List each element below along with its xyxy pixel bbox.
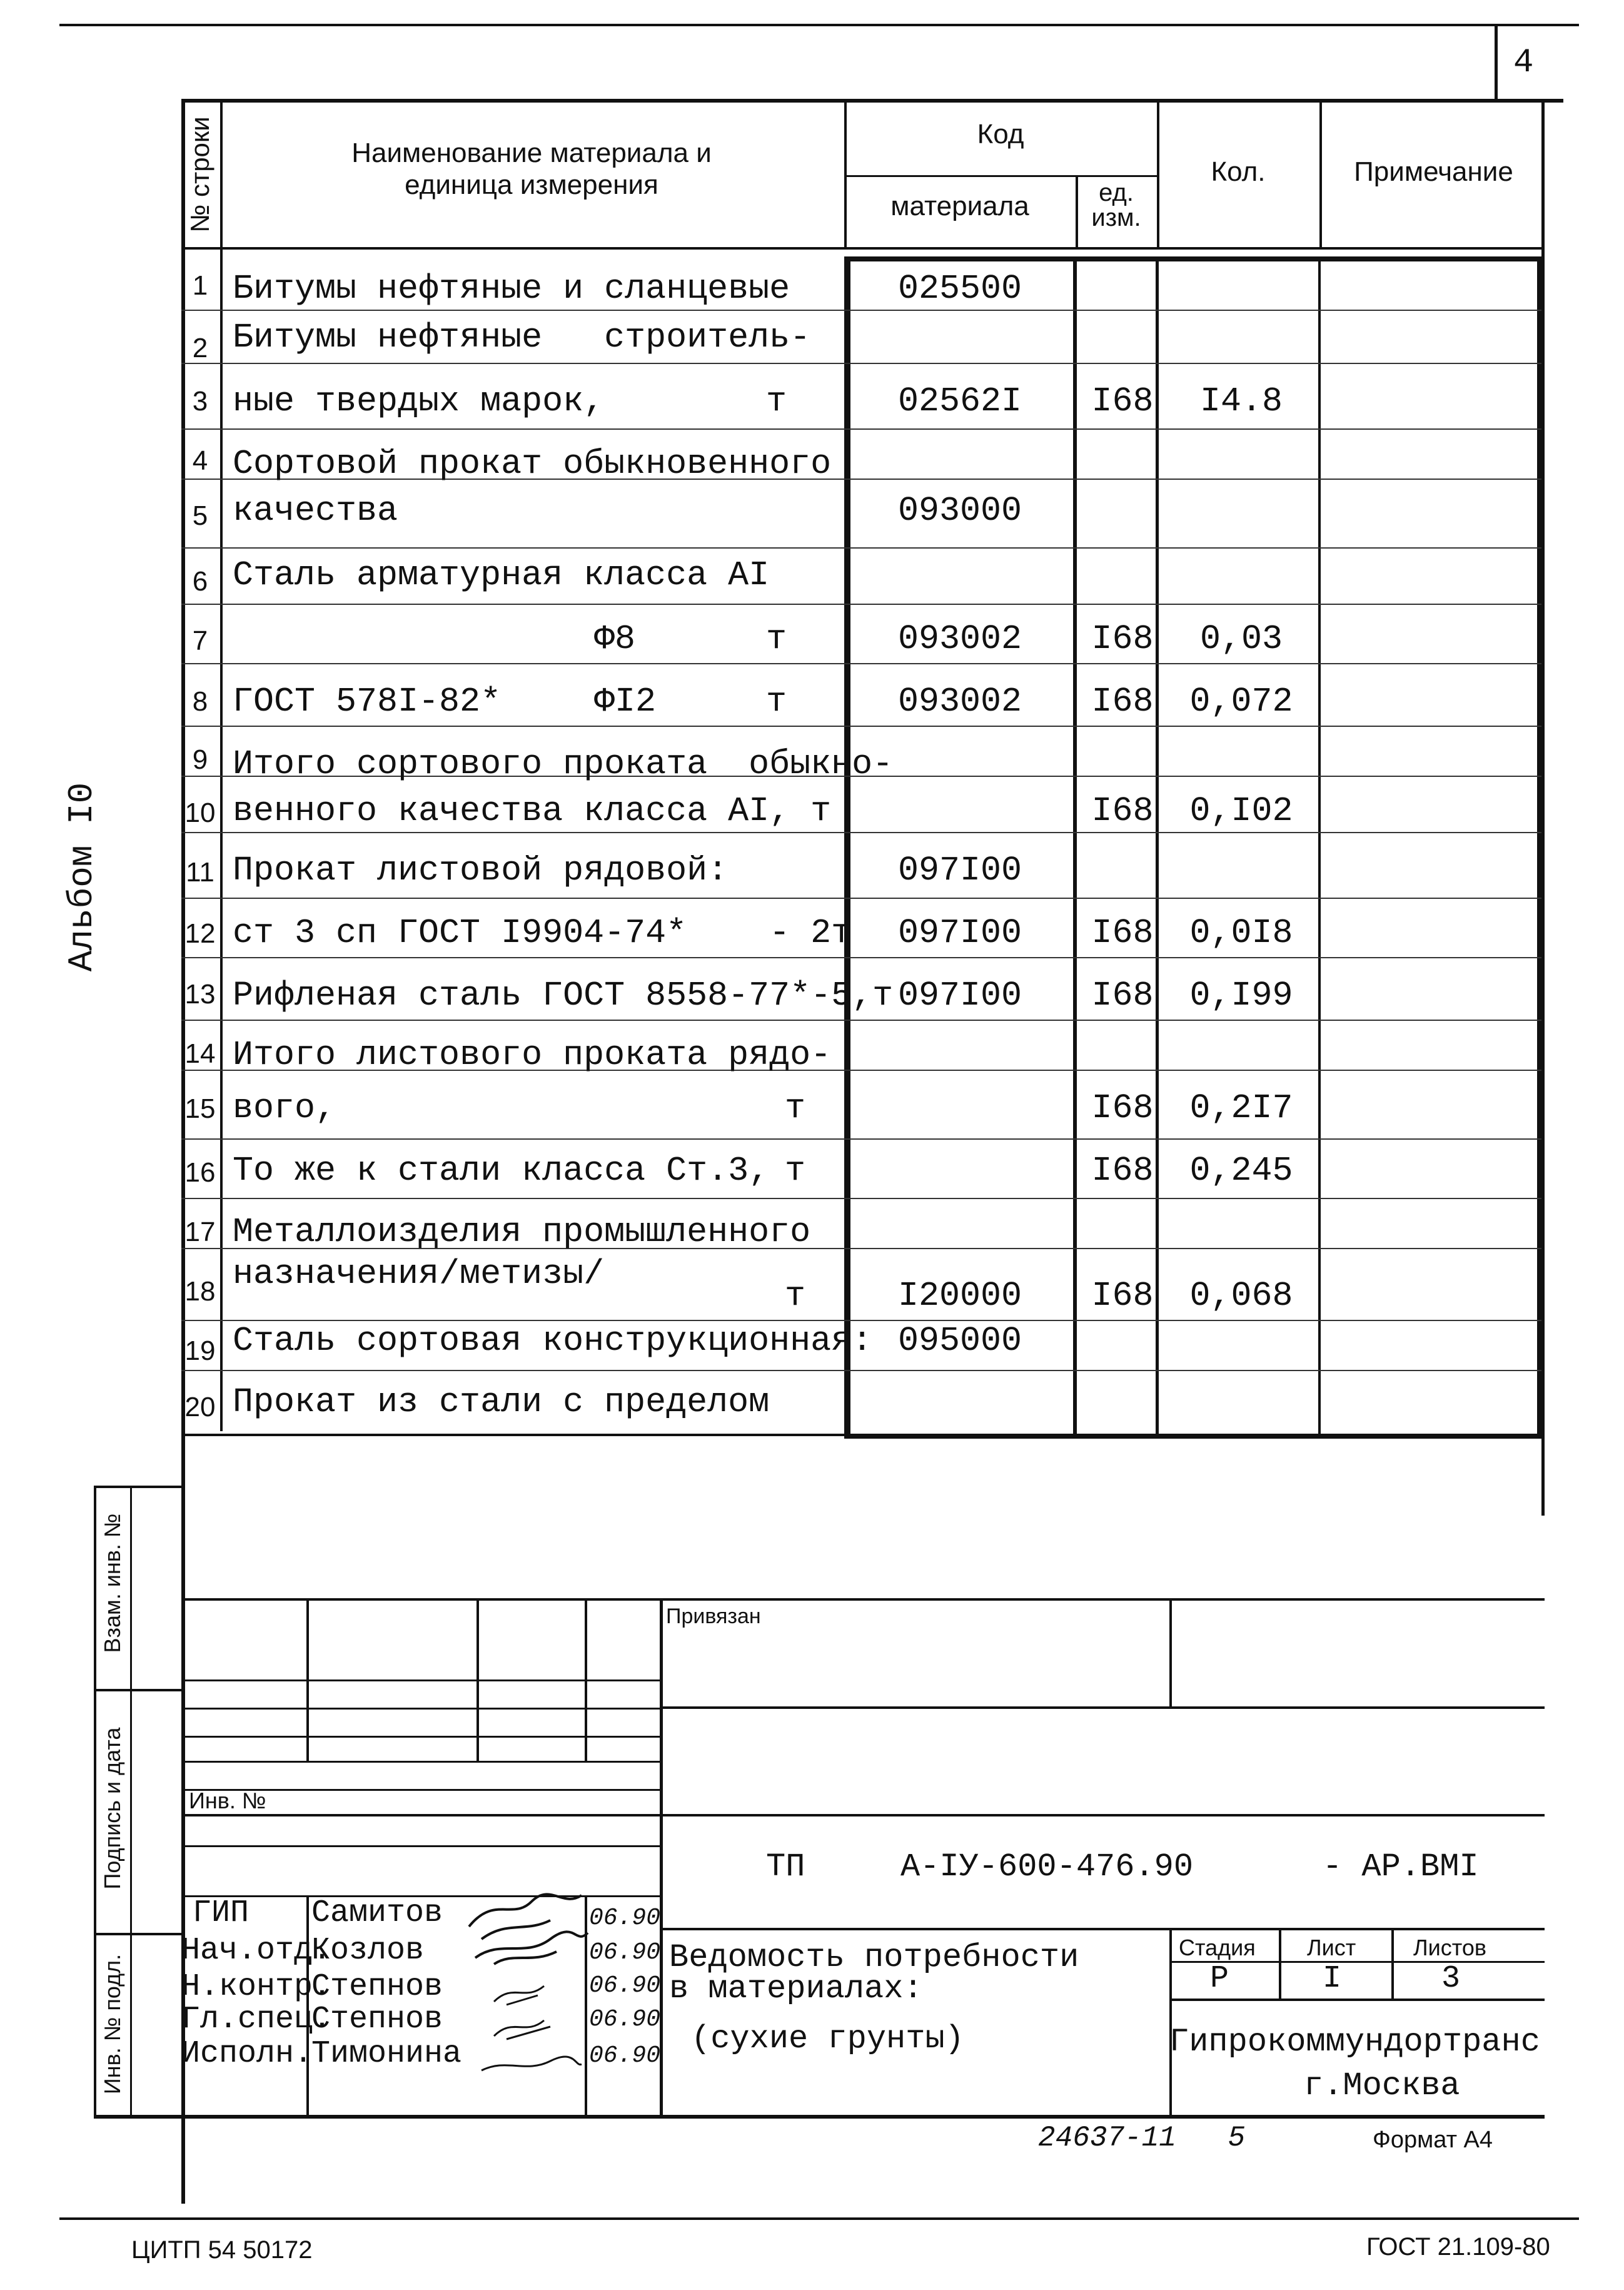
signer-role: ГИП <box>193 1895 250 1931</box>
row-unit: т <box>766 619 787 659</box>
row-name: ГОСТ 578I-82* <box>233 682 502 721</box>
signer-role: Нач.отд. <box>181 1933 332 1968</box>
row-separator <box>181 1020 1541 1021</box>
row-name: Сортовой прокат обыкновенного <box>233 444 832 484</box>
privyazan-label: Привязан <box>666 1604 761 1628</box>
header-row-no: № строки <box>185 116 214 233</box>
side-podpis: Подпись и дата <box>99 1727 125 1890</box>
row-number: 20 <box>184 1392 216 1422</box>
signer-name: Степнов <box>311 1969 443 2005</box>
row-code: 093002 <box>897 619 1022 659</box>
row-name: Итого листового проката рядо- <box>233 1035 832 1075</box>
row-number: 9 <box>192 744 208 775</box>
row-code: 097I00 <box>897 851 1022 890</box>
sheets-label: Листов <box>1413 1935 1486 1960</box>
side-stamp-div1 <box>94 1689 184 1691</box>
row-unit: т <box>766 682 787 721</box>
body-thick-bottom <box>844 1434 1545 1439</box>
body-thick-right <box>1537 256 1543 1439</box>
col-line-edizm <box>1157 99 1159 249</box>
side-inv-podl: Инв. № подл. <box>99 1953 125 2095</box>
designation: А-IУ-600-476.90 <box>900 1848 1194 1885</box>
tb-row7 <box>181 1845 663 1847</box>
signer-name: Самитов <box>311 1895 443 1931</box>
signer-date: 06.90 <box>589 2042 661 2069</box>
row-separator <box>181 428 1541 430</box>
sheet-value: I <box>1323 1961 1342 1997</box>
row-name: качества <box>233 491 398 530</box>
row-name: Битумы нефтяные строитель- <box>233 318 811 357</box>
row-code: 02562I <box>897 382 1022 421</box>
row-name: назначения/метизы/ <box>233 1254 605 1294</box>
footer-right: ГОСТ 21.109-80 <box>1366 2233 1550 2261</box>
row-qty: 0,0I8 <box>1189 913 1293 953</box>
tb-top <box>181 1598 1545 1601</box>
row-separator <box>181 1138 1541 1140</box>
doc-title-3: (сухие грунты) <box>691 2020 964 2057</box>
row-separator <box>181 1370 1541 1371</box>
tb-col-sheet <box>1279 1930 1281 2000</box>
row-number: 15 <box>184 1093 216 1124</box>
row-separator <box>181 957 1541 958</box>
tb-col3 <box>585 1598 587 1761</box>
tb-row3 <box>181 1736 663 1738</box>
row-number: 7 <box>192 626 208 656</box>
tb-stage-row2 <box>1169 1999 1545 2001</box>
tb-row2 <box>181 1708 663 1710</box>
row-name: Битумы нефтяные и сланцевые <box>233 269 790 308</box>
sheet-number: 4 <box>1513 44 1534 82</box>
row-number: 10 <box>184 798 216 828</box>
row-qty: 0,03 <box>1199 619 1283 659</box>
row-qty: 0,068 <box>1189 1276 1293 1315</box>
row-unit-code: I68 <box>1091 913 1154 953</box>
row-name: Рифленая сталь ГОСТ 8558-77*-5,т <box>233 976 894 1015</box>
row-number: 6 <box>192 566 208 597</box>
tb-col5 <box>1169 1598 1172 1708</box>
doc-title-2: в материалах: <box>669 1970 923 2007</box>
album-label: Альбом I0 <box>62 782 103 972</box>
header-qty: Кол. <box>1211 156 1266 187</box>
sheet-label: Лист <box>1307 1935 1356 1960</box>
signer-date: 06.90 <box>589 1905 661 1932</box>
row-separator <box>181 1198 1541 1199</box>
row-number: 3 <box>192 386 208 417</box>
row-code: 025500 <box>897 269 1022 308</box>
tb-col2 <box>477 1598 479 1761</box>
row-number: 8 <box>192 686 208 717</box>
side-stamp-left <box>94 1486 96 2117</box>
row-number: 11 <box>186 857 214 888</box>
body-col-note <box>1318 256 1321 1439</box>
signer-role: Н.контр. <box>181 1969 332 2005</box>
row-number: 12 <box>184 918 216 949</box>
stage-label: Стадия <box>1179 1935 1256 1960</box>
row-qty: 0,072 <box>1189 682 1293 721</box>
signer-role: Исполн. <box>181 2036 313 2072</box>
row-name: То же к стали класса Ст.3, <box>233 1151 770 1190</box>
row-number: 19 <box>184 1335 216 1366</box>
tb-row9 <box>660 1928 1545 1930</box>
footer-left: ЦИТП 54 50172 <box>131 2236 313 2264</box>
tb-mid-line <box>660 1706 1545 1709</box>
signer-name: Козлов <box>311 1933 425 1968</box>
row-number: 17 <box>184 1217 216 1247</box>
signer-date: 06.90 <box>589 1939 661 1966</box>
row-unit-code: I68 <box>1091 382 1154 421</box>
row-name: ные твердых марок, <box>233 382 605 421</box>
header-bottom-line <box>181 247 1545 250</box>
body-thick-left <box>844 256 850 1439</box>
row-diameter: Ф8 <box>594 619 636 659</box>
doc-mark: - АР.ВМI <box>1323 1848 1479 1885</box>
organization: Гипрокоммундортранс <box>1169 2024 1540 2060</box>
row-number: 14 <box>184 1038 216 1069</box>
format-label: Формат А4 <box>1373 2127 1493 2153</box>
row-qty: 0,245 <box>1189 1151 1293 1190</box>
row-number: 13 <box>184 979 216 1010</box>
inv-no-label: Инв. № <box>189 1788 266 1813</box>
side-vzam: Взам. инв. № <box>99 1513 125 1653</box>
row-name: Итого сортового проката обыкно- <box>233 744 894 784</box>
row-unit-code: I68 <box>1091 619 1154 659</box>
tb-row6 <box>181 1814 1545 1816</box>
side-stamp-bottom <box>94 2115 1545 2119</box>
row-number: 4 <box>192 445 208 476</box>
row-name: Прокат из стали с пределом <box>233 1382 770 1422</box>
row-name: ст 3 сп ГОСТ I9904-74* - 2т <box>233 913 852 953</box>
signer-date: 06.90 <box>589 2006 661 2033</box>
organization-city: г.Москва <box>1304 2067 1460 2104</box>
header-code: Код <box>977 119 1024 149</box>
row-code: 093002 <box>897 682 1022 721</box>
top-border <box>59 24 1579 26</box>
handwritten-number: 24637-11 5 <box>1038 2122 1246 2154</box>
row-unit: т <box>766 382 787 421</box>
side-stamp-top <box>94 1486 184 1488</box>
row-name: Сталь арматурная класса AI <box>233 555 770 595</box>
signatures-graphic <box>456 1883 594 2083</box>
row-diameter: ФI2 <box>594 682 657 721</box>
row-separator <box>181 547 1541 549</box>
row-name: вого, <box>233 1088 336 1128</box>
row-unit: т <box>785 1088 806 1128</box>
code-subheader-line <box>844 175 1158 177</box>
row-separator <box>181 898 1541 899</box>
row-separator <box>181 726 1541 727</box>
body-col-qty <box>1156 256 1159 1439</box>
row-name: Прокат листовой рядовой: <box>233 851 729 890</box>
row-qty: 0,I02 <box>1189 791 1293 831</box>
row-code: 097I00 <box>897 913 1022 953</box>
signer-role: Гл.спец. <box>181 2002 332 2037</box>
footer-line <box>59 2217 1579 2220</box>
col-line-code <box>1076 176 1078 249</box>
header-unit-code: ед. изм. <box>1091 179 1141 231</box>
header-note: Примечание <box>1354 156 1513 187</box>
signer-date: 06.90 <box>589 1972 661 1999</box>
row-separator <box>181 604 1541 605</box>
row-unit: т <box>785 1276 806 1315</box>
body-col-edizm <box>1073 256 1077 1439</box>
stage-value: Р <box>1210 1961 1229 1997</box>
col-line-num <box>220 99 223 1431</box>
row-qty: I4.8 <box>1199 382 1283 421</box>
row-unit: т <box>785 1151 806 1190</box>
row-separator <box>181 310 1541 311</box>
row-name: венного качества класса AI, т <box>233 791 832 831</box>
side-stamp-inner <box>130 1486 132 2117</box>
table-top-line <box>181 99 1563 103</box>
body-thick-top <box>844 256 1545 261</box>
tb-col-sheets <box>1391 1930 1394 2000</box>
tb-row4 <box>181 1761 663 1763</box>
row-unit-code: I68 <box>1091 682 1154 721</box>
signer-name: Тимонина <box>311 2036 462 2072</box>
tp-label: ТП <box>766 1848 805 1885</box>
row-qty: 0,I99 <box>1189 976 1293 1015</box>
row-number: 5 <box>192 500 208 531</box>
sheets-value: 3 <box>1441 1961 1461 1997</box>
row-number: 18 <box>184 1276 216 1307</box>
row-code: I20000 <box>897 1276 1022 1315</box>
row-qty: 0,2I7 <box>1189 1088 1293 1128</box>
row-name: Сталь сортовая конструкционная: <box>233 1321 873 1360</box>
row-separator <box>181 832 1541 833</box>
row-unit-code: I68 <box>1091 1151 1154 1190</box>
tb-col1 <box>306 1598 309 1761</box>
col-line-qty <box>1319 99 1322 249</box>
tb-col4 <box>660 1598 663 2117</box>
tb-row1 <box>181 1680 663 1681</box>
row-separator <box>181 363 1541 364</box>
col-line-name <box>844 99 847 249</box>
row-separator <box>181 663 1541 664</box>
row-code: 095000 <box>897 1321 1022 1360</box>
row-unit-code: I68 <box>1091 976 1154 1015</box>
row-number: 1 <box>192 270 208 301</box>
row-unit-code: I68 <box>1091 1088 1154 1128</box>
body-bottom-line <box>181 1434 845 1436</box>
header-name: Наименование материала и единица измерения <box>351 138 712 200</box>
row-number: 2 <box>192 333 208 363</box>
header-material: материала <box>890 191 1029 221</box>
row-unit-code: I68 <box>1091 1276 1154 1315</box>
row-code: 097I00 <box>897 976 1022 1015</box>
row-number: 16 <box>184 1157 216 1188</box>
row-code: 093000 <box>897 491 1022 530</box>
row-unit-code: I68 <box>1091 791 1154 831</box>
doc-title-1: Ведомость потребности <box>669 1939 1079 1976</box>
signer-name: Степнов <box>311 2002 443 2037</box>
sheet-number-box-left <box>1495 26 1498 100</box>
row-name: Металлоизделия промышленного <box>233 1212 811 1252</box>
